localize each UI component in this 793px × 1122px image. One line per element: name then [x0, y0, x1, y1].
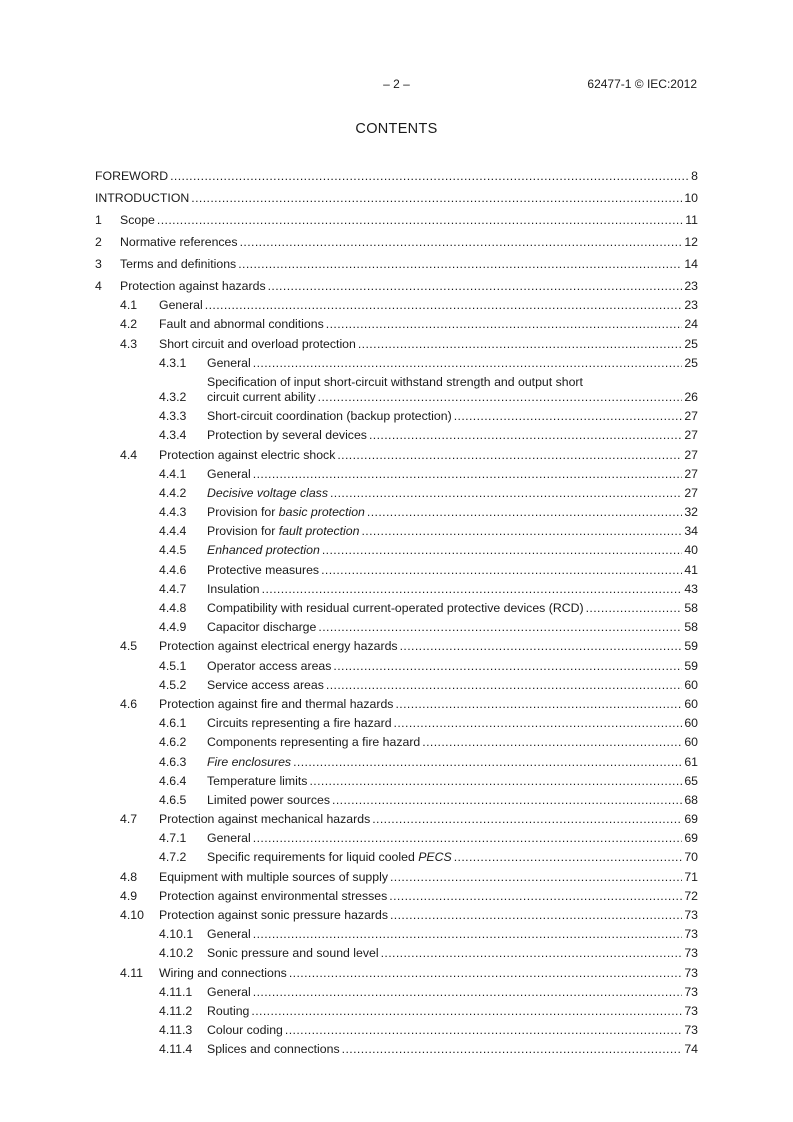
toc-entry-page: 40: [684, 543, 698, 558]
toc-entry-title: circuit current ability: [207, 389, 316, 404]
toc-entry-page: 73: [684, 965, 698, 980]
toc-entry-number: 4.3.2: [159, 389, 187, 404]
toc-entry-number: 4.7.1: [159, 831, 187, 846]
dot-leader: [170, 169, 689, 184]
toc-entry[interactable]: [95, 927, 698, 942]
table-of-contents: [95, 162, 698, 1057]
toc-entry-title: Fire enclosures: [207, 754, 292, 769]
dot-leader: [326, 317, 683, 332]
toc-entry-page: 60: [684, 677, 698, 692]
toc-entry-page: 59: [684, 658, 698, 673]
toc-entry-title: INTRODUCTION: [95, 191, 190, 205]
toc-entry[interactable]: [95, 298, 698, 313]
toc-entry-page: 61: [684, 754, 698, 769]
dot-leader: [381, 946, 683, 961]
toc-entry-number: 4.4.2: [159, 485, 187, 500]
toc-entry-page: 71: [684, 869, 698, 884]
toc-entry-page: 58: [684, 620, 698, 635]
toc-entry[interactable]: [95, 409, 698, 424]
toc-entry[interactable]: [95, 870, 698, 885]
toc-entry-title: Short-circuit coordination (backup protection): [207, 409, 452, 424]
toc-entry-title: Terms and definitions: [120, 257, 237, 271]
toc-entry-title: Specification of input short-circuit withstand strength and output short: [207, 374, 583, 389]
dot-leader: [372, 812, 682, 827]
toc-entry[interactable]: [95, 755, 698, 770]
toc-entry-number: 4.4.9: [159, 620, 187, 635]
toc-entry[interactable]: [95, 448, 698, 463]
toc-entry[interactable]: [95, 659, 698, 674]
toc-entry-title: Fault and abnormal conditions: [159, 317, 324, 332]
toc-entry-number: 4.11.3: [159, 1023, 193, 1038]
toc-entry-title: Protective measures: [207, 562, 320, 577]
toc-entry-number: 4.10.2: [159, 946, 194, 961]
toc-entry[interactable]: [95, 774, 698, 789]
toc-entry-page: 25: [684, 336, 698, 351]
dot-leader: [253, 467, 683, 482]
toc-entry-title: General: [207, 355, 251, 370]
toc-entry-number: 4.9: [120, 888, 138, 903]
toc-entry-title: Specific requirements for liquid cooled PECS: [207, 850, 452, 865]
toc-entry-title: Protection against mechanical hazards: [159, 812, 371, 827]
dot-leader: [318, 390, 683, 405]
toc-entry[interactable]: [95, 563, 698, 578]
toc-entry-page: 65: [684, 773, 698, 788]
toc-entry-page: 10: [684, 191, 698, 205]
toc-entry-number: 4.5: [120, 639, 138, 654]
dot-leader: [330, 486, 682, 501]
toc-entry-number: 4.4.8: [159, 601, 187, 615]
toc-entry[interactable]: [95, 601, 698, 616]
dot-leader: [321, 563, 682, 578]
dot-leader: [422, 735, 682, 750]
dot-leader: [285, 1023, 682, 1038]
toc-entry-title: Wiring and connections: [159, 965, 287, 980]
toc-entry-title: Protection against environmental stresses: [159, 888, 388, 903]
dot-leader: [293, 755, 682, 770]
dot-leader: [332, 793, 682, 808]
dot-leader: [394, 716, 683, 731]
dot-leader: [309, 774, 682, 789]
toc-entry-page: 60: [684, 735, 698, 750]
dot-leader: [253, 356, 683, 371]
toc-entry-number: 4.6.1: [159, 716, 187, 731]
toc-entry[interactable]: [95, 831, 698, 846]
toc-entry-page: 73: [684, 1003, 698, 1018]
toc-entry[interactable]: [95, 191, 698, 206]
toc-entry-title: Provision for basic protection: [207, 505, 365, 520]
toc-entry-title: General: [207, 984, 251, 999]
toc-entry[interactable]: [95, 235, 698, 250]
toc-entry[interactable]: [95, 735, 698, 750]
toc-entry-page: 60: [684, 696, 698, 711]
dot-leader: [318, 620, 682, 635]
toc-entry-title: Short circuit and overload protection: [159, 336, 356, 351]
toc-entry[interactable]: [95, 169, 698, 184]
toc-entry-page: 72: [684, 888, 698, 903]
toc-entry-title: Decisive voltage class: [207, 485, 328, 500]
toc-entry-title: Sonic pressure and sound level: [207, 946, 379, 961]
dot-leader: [361, 524, 682, 539]
toc-entry-number: 4.3.4: [159, 428, 187, 443]
toc-entry-number: 4.10: [120, 908, 144, 922]
toc-entry-page: 74: [684, 1042, 698, 1057]
dot-leader: [253, 985, 683, 1000]
dot-leader: [367, 505, 682, 520]
toc-entry-title: Equipment with multiple sources of supply: [159, 869, 388, 884]
dot-leader: [326, 678, 682, 693]
dot-leader: [342, 1042, 683, 1057]
toc-entry[interactable]: [95, 505, 698, 520]
toc-entry-number: 4.4.1: [159, 466, 187, 481]
toc-entry-title: Provision for fault protection: [207, 524, 360, 539]
toc-entry[interactable]: [95, 850, 698, 865]
toc-entry-page: 69: [684, 831, 698, 846]
dot-leader: [289, 966, 682, 981]
toc-entry-title: General: [207, 927, 251, 942]
toc-entry-title: Protection against electric shock: [159, 447, 336, 462]
toc-entry-number: 4.3.3: [159, 409, 187, 424]
toc-entry-page: 68: [684, 792, 698, 807]
dot-leader: [322, 543, 683, 558]
toc-entry-page: 14: [684, 257, 698, 271]
toc-entry-title: Service access areas: [207, 677, 324, 692]
toc-entry-number: 4.8: [120, 869, 138, 884]
toc-entry-title: General: [207, 466, 251, 481]
toc-entry[interactable]: [95, 793, 698, 808]
toc-entry[interactable]: [95, 524, 698, 539]
toc-entry[interactable]: [95, 213, 698, 228]
standard-reference: 62477-1 © IEC:2012: [587, 77, 697, 91]
toc-entry-page: 27: [684, 409, 698, 424]
dot-leader: [454, 850, 683, 865]
dot-leader: [205, 298, 683, 313]
toc-entry-number: 4.6.4: [159, 773, 187, 788]
toc-entry-page: 73: [684, 908, 698, 922]
contents-title: CONTENTS: [355, 121, 438, 137]
toc-entry[interactable]: [95, 908, 698, 923]
toc-entry-number: 4.6: [120, 696, 138, 711]
toc-entry-title: Compatibility with residual current-operated protective devices (RCD): [207, 601, 584, 615]
dot-leader: [253, 927, 683, 942]
toc-entry-page: 73: [684, 1023, 698, 1038]
dot-leader: [454, 409, 683, 424]
toc-entry-page: 12: [684, 235, 698, 249]
toc-entry[interactable]: [95, 467, 698, 482]
toc-entry-number: 4.10.1: [159, 927, 194, 942]
toc-entry-page: 73: [684, 984, 698, 999]
toc-entry-number: 4.4.3: [159, 505, 187, 520]
toc-entry-page: 43: [684, 581, 698, 596]
toc-entry-number: 3: [95, 257, 102, 271]
toc-entry-title: Splices and connections: [207, 1042, 340, 1057]
toc-entry[interactable]: [95, 716, 698, 731]
toc-entry[interactable]: [95, 486, 698, 501]
toc-entry-number: 4.6.5: [159, 792, 187, 807]
toc-entry[interactable]: [95, 966, 698, 981]
toc-entry-number: 4.4.5: [159, 543, 187, 558]
toc-entry-page: 27: [684, 466, 698, 481]
toc-entry-page: 27: [684, 485, 698, 500]
dot-leader: [390, 870, 682, 885]
toc-entry-title: Temperature limits: [207, 773, 308, 788]
toc-entry-number: 4.11.4: [159, 1042, 193, 1057]
dot-leader: [157, 213, 683, 228]
toc-entry-title: Protection against hazards: [120, 279, 266, 293]
toc-entry-title: Scope: [120, 213, 155, 227]
toc-entry-title: Colour coding: [207, 1023, 283, 1038]
toc-entry[interactable]: [95, 1004, 698, 1019]
toc-entry-number: 4.11.1: [159, 984, 193, 999]
toc-entry-title: General: [159, 298, 203, 313]
toc-entry[interactable]: [95, 1042, 698, 1057]
dot-leader: [390, 908, 682, 923]
toc-entry[interactable]: [95, 1023, 698, 1038]
toc-entry-number: 4.7.2: [159, 850, 187, 865]
toc-entry-number: 4.11: [120, 965, 144, 980]
toc-entry[interactable]: [95, 582, 698, 597]
toc-entry-page: 41: [684, 562, 698, 577]
toc-entry-number: 4.4.6: [159, 562, 187, 577]
dot-leader: [262, 582, 683, 597]
toc-entry-number: 4.3: [120, 336, 138, 351]
toc-entry-page: 26: [684, 389, 698, 404]
toc-entry-page: 23: [684, 298, 698, 313]
toc-entry-number: 2: [95, 235, 102, 249]
toc-entry-page: 73: [684, 927, 698, 942]
dot-leader: [400, 639, 683, 654]
toc-entry-title: Enhanced protection: [207, 543, 320, 558]
toc-entry-title: Insulation: [207, 581, 260, 596]
toc-entry[interactable]: [95, 889, 698, 904]
dot-leader: [253, 831, 683, 846]
toc-entry-number: 4.4.4: [159, 524, 187, 539]
toc-entry[interactable]: [95, 375, 698, 405]
dot-leader: [240, 235, 683, 250]
toc-entry[interactable]: [95, 678, 698, 693]
toc-entry-number: 4.11.2: [159, 1003, 193, 1018]
toc-entry-number: 4.2: [120, 317, 138, 332]
page-number: – 2 –: [383, 77, 410, 91]
toc-entry-title: Operator access areas: [207, 658, 332, 673]
toc-entry[interactable]: [95, 985, 698, 1000]
toc-entry-number: 1: [95, 213, 102, 227]
toc-entry-number: 4.5.2: [159, 677, 187, 692]
toc-entry[interactable]: [95, 639, 698, 654]
dot-leader: [389, 889, 682, 904]
toc-entry-page: 73: [684, 946, 698, 961]
toc-entry-title: FOREWORD: [95, 169, 169, 183]
toc-entry[interactable]: [95, 356, 698, 371]
dot-leader: [369, 428, 682, 443]
toc-entry-page: 25: [684, 355, 698, 370]
dot-leader: [333, 659, 682, 674]
dot-leader: [586, 601, 683, 616]
toc-entry-title: Protection by several devices: [207, 428, 367, 443]
toc-entry-number: 4.4: [120, 447, 138, 462]
toc-entry-number: 4.6.3: [159, 754, 187, 769]
toc-entry-number: 4.4.7: [159, 581, 187, 596]
toc-entry-title: General: [207, 831, 251, 846]
toc-entry-title: Protection against fire and thermal hazards: [159, 696, 394, 711]
toc-entry-number: 4.7: [120, 812, 138, 827]
toc-entry-title: Capacitor discharge: [207, 620, 317, 635]
toc-entry-page: 23: [684, 279, 698, 293]
toc-entry-page: 8: [691, 169, 698, 183]
toc-entry-page: 59: [684, 639, 698, 654]
toc-entry-title: Routing: [207, 1003, 250, 1018]
dot-leader: [358, 337, 682, 352]
toc-entry[interactable]: [95, 317, 698, 332]
dot-leader: [238, 257, 682, 272]
toc-entry-title: Limited power sources: [207, 792, 331, 807]
toc-entry-page: 70: [684, 850, 698, 865]
toc-entry-title: Circuits representing a fire hazard: [207, 716, 392, 731]
toc-entry-page: 34: [684, 524, 698, 539]
toc-entry-number: 4.5.1: [159, 658, 187, 673]
toc-entry-page: 60: [684, 716, 698, 731]
toc-entry[interactable]: [95, 620, 698, 635]
toc-entry-number: 4: [95, 279, 102, 293]
dot-leader: [395, 697, 682, 712]
toc-entry[interactable]: [95, 428, 698, 443]
toc-entry[interactable]: [95, 543, 698, 558]
toc-entry-page: 32: [684, 505, 698, 520]
toc-entry-title: Normative references: [120, 235, 238, 249]
toc-entry[interactable]: [95, 697, 698, 712]
dot-leader: [268, 279, 683, 294]
toc-entry[interactable]: [95, 279, 698, 294]
toc-entry-number: 4.3.1: [159, 355, 187, 370]
dot-leader: [251, 1004, 682, 1019]
toc-entry-page: 27: [684, 447, 698, 462]
toc-entry[interactable]: [95, 812, 698, 827]
toc-entry[interactable]: [95, 257, 698, 272]
toc-entry-page: 24: [684, 317, 698, 332]
toc-entry-title: Protection against electrical energy hazards: [159, 639, 398, 654]
toc-entry-number: 4.6.2: [159, 735, 187, 750]
toc-entry-page: 11: [685, 213, 698, 227]
toc-entry[interactable]: [95, 337, 698, 352]
toc-entry[interactable]: [95, 946, 698, 961]
toc-entry-number: 4.1: [120, 298, 138, 313]
dot-leader: [337, 448, 682, 463]
toc-entry-page: 69: [684, 812, 698, 827]
toc-entry-page: 27: [684, 428, 698, 443]
toc-entry-title: Protection against sonic pressure hazards: [159, 908, 388, 922]
dot-leader: [191, 191, 682, 206]
toc-entry-page: 58: [684, 601, 698, 615]
toc-entry-title: Components representing a fire hazard: [207, 735, 421, 750]
